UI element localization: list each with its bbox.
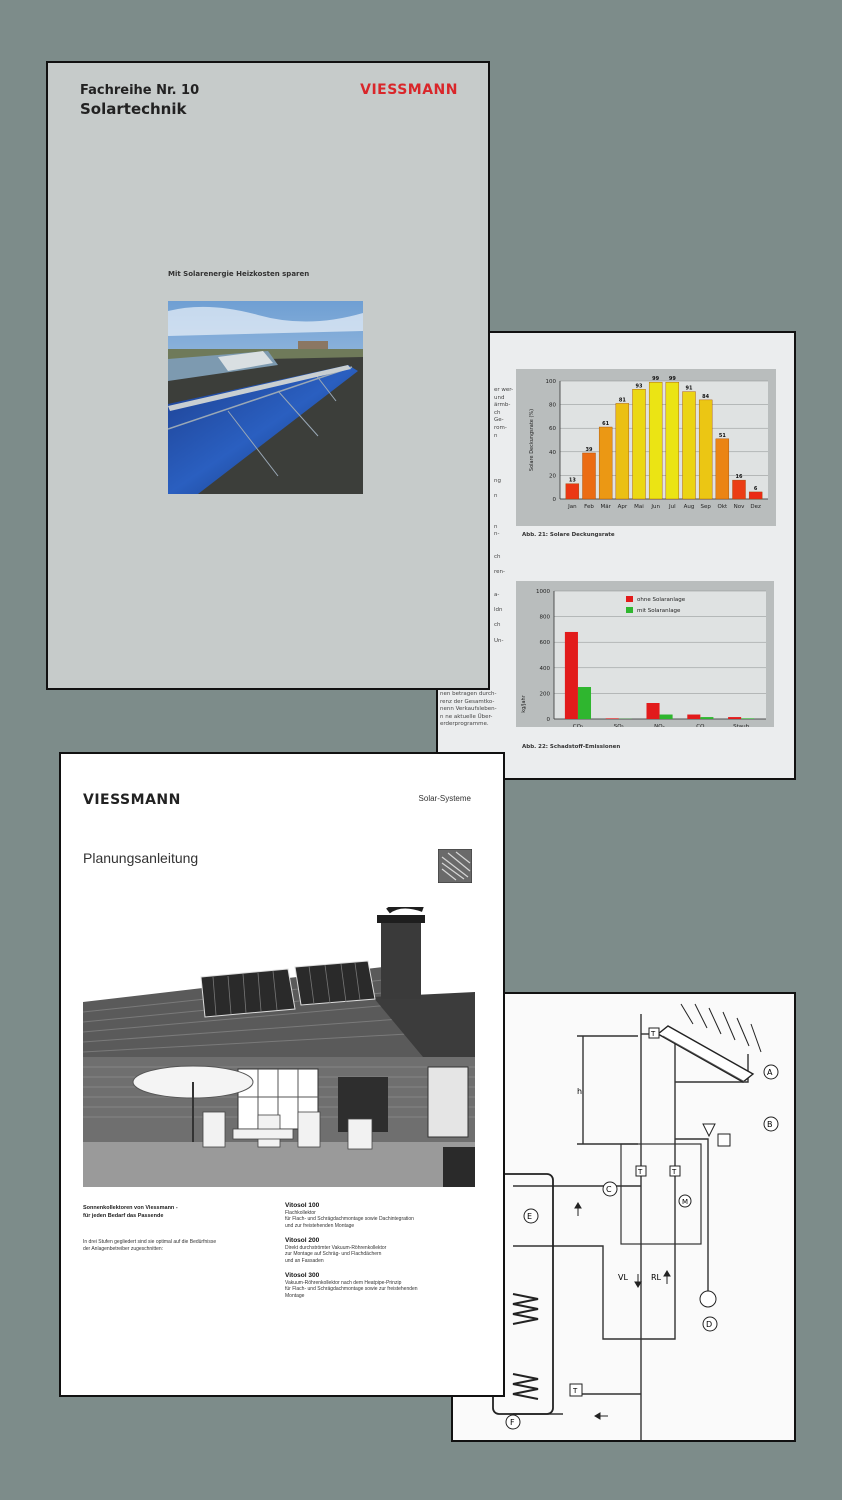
y-tick-label: 60	[549, 426, 556, 433]
flow-label-vl: VL	[618, 1273, 628, 1282]
product-desc-line: Montage	[285, 1292, 305, 1299]
bar-mär	[599, 427, 612, 499]
legend-label: ohne Solaranlage	[637, 597, 686, 603]
chart-panel-emissionen	[516, 581, 774, 727]
x-tick-label: Apr	[617, 504, 628, 510]
bar-mai	[633, 389, 646, 499]
x-tick-label: Mär	[600, 504, 611, 510]
product-desc-line: Flachkollektor	[285, 1209, 316, 1216]
data-label: 99	[652, 376, 660, 383]
label-f: F	[510, 1418, 515, 1427]
product-name: Vitosol 300	[285, 1272, 320, 1279]
product-desc-line: für Flach- und Schrägdachmontage sowie zur freistehenden	[285, 1286, 418, 1292]
data-label: 93	[635, 383, 643, 390]
data-label: 61	[602, 421, 610, 428]
bar-ohne-solaranlage	[606, 718, 619, 719]
bar-ohne-solaranlage	[728, 717, 741, 719]
product-name: Vitosol 100	[285, 1202, 320, 1209]
data-label: 39	[585, 446, 593, 453]
data-label: 99	[668, 376, 676, 383]
chart-page	[436, 331, 796, 780]
viessmann-logo: VIESSMANN	[360, 82, 458, 98]
schadstoff-emissionen-chart	[516, 581, 774, 727]
planungsanleitung-cover	[59, 752, 505, 1397]
y-tick-label: 400	[539, 665, 550, 672]
height-label-h: h	[577, 1087, 583, 1096]
bar-okt	[716, 439, 729, 499]
bar-ohne-solaranlage	[646, 703, 659, 719]
bar-jul	[666, 382, 679, 499]
product-name: Vitosol 200	[285, 1237, 320, 1244]
label-c: C	[606, 1185, 612, 1194]
x-tick-label: Mai	[634, 504, 644, 510]
sensor-label-t: T	[651, 1030, 656, 1038]
intro-heading-line: für jeden Bedarf das Passende	[83, 1213, 164, 1219]
y-axis-label: Solare Deckungsrate (%)	[529, 408, 535, 472]
bar-feb	[583, 453, 596, 499]
intro-body-line: der Anlagenbetreiber zugeschnitten:	[83, 1246, 164, 1252]
x-tick-label: Sep	[700, 504, 711, 510]
data-label: 84	[702, 393, 710, 400]
y-axis-label: kg/Jahr	[521, 695, 527, 713]
label-d: D	[706, 1320, 713, 1329]
y-tick-label: 80	[549, 402, 556, 409]
x-tick-label: Jun	[651, 504, 660, 510]
brochure-title: Solartechnik	[80, 100, 187, 118]
sensor-label-t: T	[672, 1168, 677, 1176]
intro-body	[83, 1239, 216, 1253]
bar-mit-solaranlage	[741, 718, 754, 719]
product-desc-line: und zur freistehenden Montage	[285, 1222, 355, 1229]
bar-ohne-solaranlage	[565, 632, 578, 719]
y-tick-label: 100	[545, 379, 556, 385]
sun-rays-icon	[438, 849, 472, 883]
solar-panels-photo	[168, 301, 363, 494]
bar-sep	[699, 400, 712, 499]
y-tick-label: 200	[539, 691, 550, 698]
y-tick-label: 40	[549, 449, 556, 456]
label-e: E	[527, 1212, 533, 1221]
intro-heading-line: Sonnenkollektoren von Viessmann -	[83, 1205, 178, 1211]
x-tick-label: NOₓ	[654, 724, 665, 727]
solartechnik-brochure-cover	[46, 61, 490, 690]
product-vitosol-300	[285, 1273, 418, 1299]
data-label: 51	[718, 432, 726, 439]
x-tick-label: Okt	[717, 504, 728, 510]
bar-mit-solaranlage	[660, 715, 673, 719]
y-tick-label: 800	[539, 614, 550, 621]
bar-jun	[649, 382, 662, 499]
document-title: Planungsanleitung	[83, 850, 199, 866]
bar-jan	[566, 484, 579, 499]
x-tick-label: Dez	[750, 504, 761, 510]
intro-heading	[83, 1204, 178, 1220]
product-desc-line: und an Fassaden	[285, 1257, 324, 1264]
bar-ohne-solaranlage	[687, 715, 700, 719]
y-tick-label: 1000	[536, 589, 550, 595]
house-with-solar-roof-photo	[83, 907, 475, 1187]
x-tick-label: Feb	[584, 504, 594, 510]
x-tick-label: Nov	[733, 504, 745, 510]
x-tick-label: Jan	[568, 504, 577, 510]
label-a: A	[767, 1068, 773, 1077]
bar-dez	[749, 492, 762, 499]
body-text-bottom: nen betragen durch- renz der Gesamtko- nenn Verkaufsleben- n ne aktuelle Über- erderprogramme.	[440, 691, 497, 728]
legend-swatch	[626, 607, 633, 613]
y-tick-label: 0	[546, 717, 550, 723]
bar-apr	[616, 403, 629, 499]
pump-label-m: M	[682, 1198, 689, 1206]
bar-aug	[683, 392, 696, 499]
y-tick-label: 600	[539, 640, 550, 647]
data-label: 81	[618, 397, 626, 404]
product-desc-line: zur Montage auf Schräg- und Flachdächern	[285, 1251, 382, 1257]
intro-body-line: In drei Stufen gegliedert sind sie optimal auf die Bedürfnisse	[83, 1239, 217, 1245]
x-tick-label: Aug	[683, 504, 695, 510]
solare-deckungsrate-chart	[516, 369, 776, 526]
data-label: 13	[568, 477, 576, 484]
legend-label: mit Solaranlage	[637, 608, 681, 614]
y-tick-label: 20	[549, 473, 556, 480]
x-tick-label: CO	[696, 724, 705, 727]
bar-mit-solaranlage	[700, 717, 713, 719]
x-tick-label: Staub	[733, 724, 750, 727]
sensor-label-t: T	[573, 1387, 578, 1395]
product-desc-line: Direkt durchströmter Vakuum-Röhrenkollektor	[285, 1244, 387, 1251]
x-tick-label: Jul	[669, 504, 676, 510]
legend-swatch	[626, 596, 633, 602]
x-tick-label: SO₂	[613, 724, 624, 727]
brochure-tagline: Mit Solarenergie Heizkosten sparen	[168, 270, 310, 278]
data-label: 16	[735, 474, 743, 481]
chart2-caption: Abb. 22: Schadstoff-Emissionen	[522, 744, 621, 750]
label-b: B	[767, 1120, 773, 1129]
data-label: 91	[685, 385, 693, 392]
series-number: Fachreihe Nr. 10	[80, 83, 200, 98]
chart1-caption: Abb. 21: Solare Deckungsrate	[522, 532, 615, 538]
bar-nov	[733, 480, 746, 499]
product-vitosol-100	[285, 1203, 414, 1229]
viessmann-logo: VIESSMANN	[83, 792, 181, 808]
x-tick-label: CO₂	[572, 724, 584, 727]
data-label: 6	[753, 485, 758, 492]
body-text-column: er wer- und ärmb- ch Ge- rom- n ng n n n- ch ren- a- ldn ch Un-	[494, 387, 514, 644]
sensor-label-t: T	[638, 1168, 643, 1176]
return-label-rl: RL	[651, 1273, 662, 1282]
product-desc-line: für Flach- und Schrägdachmontage sowie Dachintegration	[285, 1216, 414, 1222]
product-vitosol-200	[285, 1238, 386, 1264]
product-desc-line: Vakuum-Röhrenkollektor nach dem Heatpipe-Prinzip	[285, 1279, 402, 1286]
y-tick-label: 0	[552, 497, 556, 503]
bar-mit-solaranlage	[578, 687, 591, 719]
chart-panel-deckungsrate	[516, 369, 776, 526]
product-line: Solar-Systeme	[418, 794, 471, 803]
